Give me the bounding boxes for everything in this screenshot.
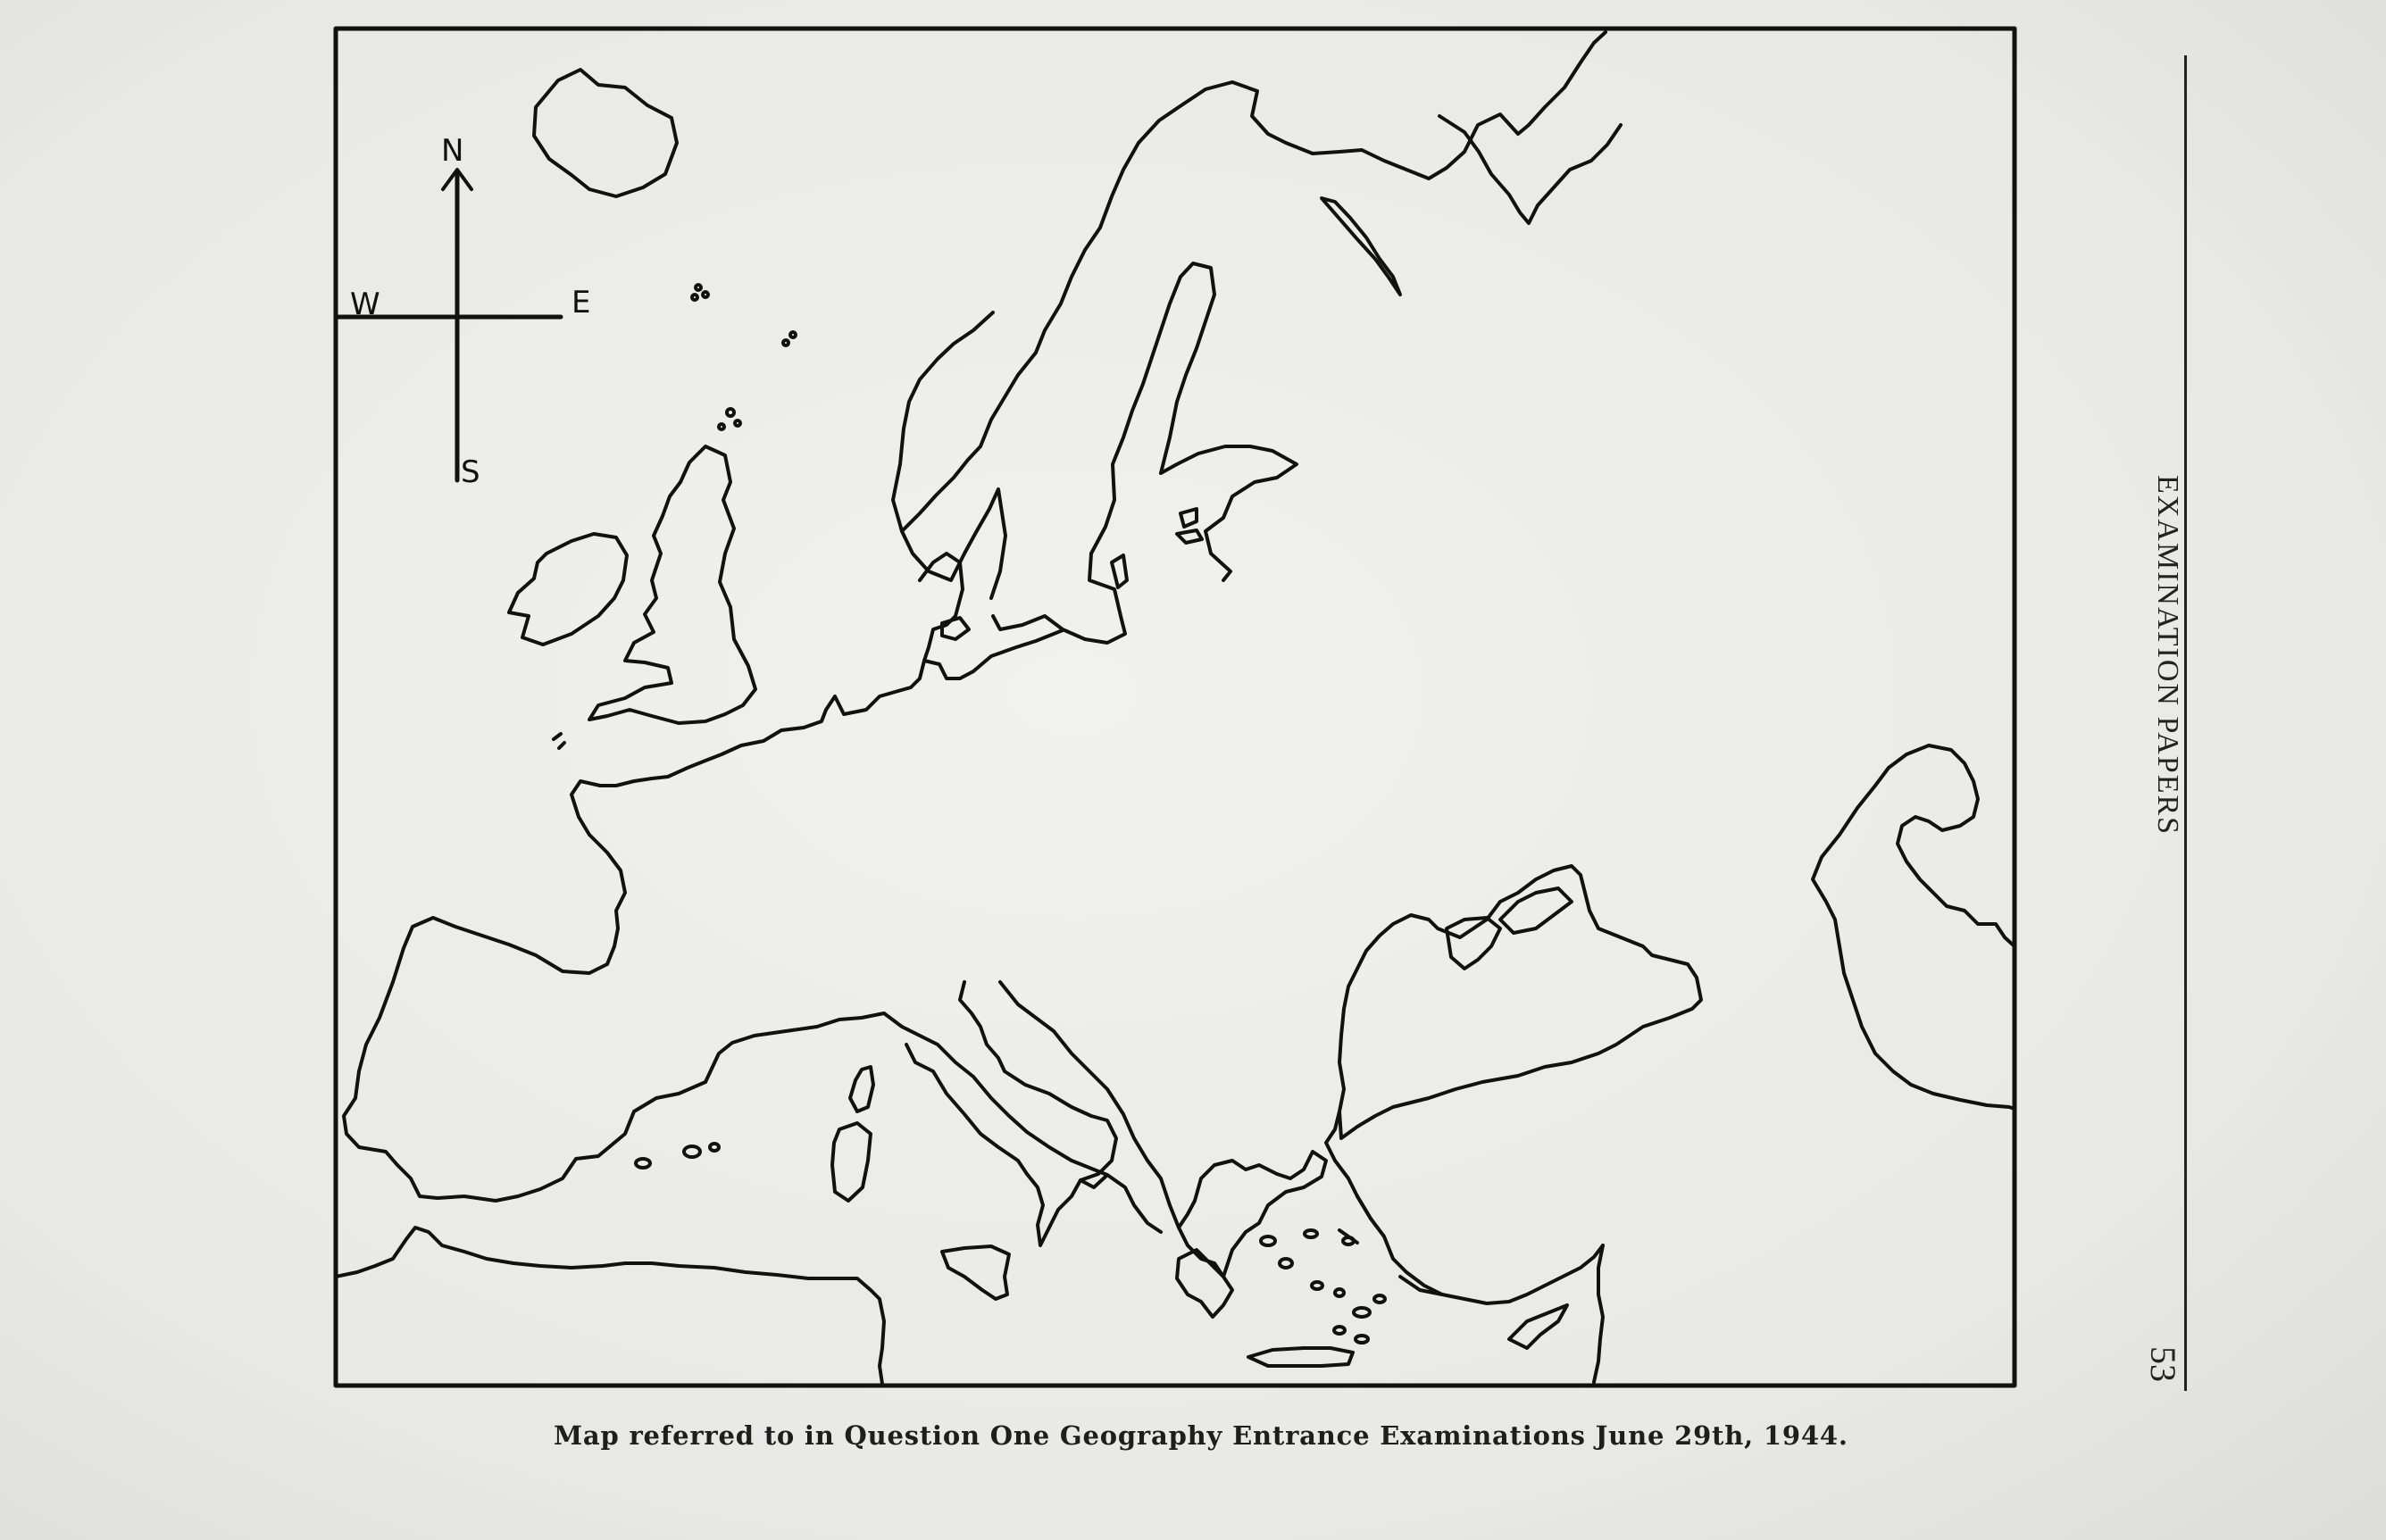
norway-south-coast <box>893 312 993 531</box>
page-rule <box>2184 55 2187 1391</box>
peloponnese-outline <box>1177 1250 1232 1317</box>
corsica-outline <box>850 1067 873 1111</box>
scandinavia-outline <box>902 32 1606 531</box>
north-europe-coast <box>571 630 1063 964</box>
turkey-south-coast <box>1326 1111 1603 1303</box>
small-islands-north <box>692 285 796 429</box>
map-caption: Map referred to in Question One Geography Entrance Examinations June 29th, 1944. <box>554 1420 1848 1451</box>
kola-peninsula-outline <box>1439 116 1621 223</box>
ireland-outline <box>509 534 627 645</box>
oland-outline <box>1180 509 1197 527</box>
compass-east-label: E <box>571 285 591 320</box>
levant-coast <box>1594 1245 1603 1382</box>
great-britain-outline <box>589 446 755 723</box>
crimea-outline <box>1447 918 1500 969</box>
sweden-baltic-coast <box>993 554 1125 643</box>
gulf-of-bothnia-outline <box>1091 263 1297 580</box>
channel-islands <box>554 734 564 748</box>
norway-south-tip <box>902 489 1005 598</box>
cyprus-outline <box>1509 1305 1567 1348</box>
compass-north-label: N <box>441 133 464 169</box>
france-med-coast <box>705 1013 1161 1232</box>
compass-west-label: W <box>350 287 380 322</box>
aegean-islands <box>1261 1230 1385 1343</box>
north-africa-coast <box>336 1228 884 1384</box>
zealand-outline <box>942 618 969 639</box>
balearic-islands <box>636 1144 719 1168</box>
greece-outline <box>1179 1152 1326 1277</box>
crete-outline <box>1248 1348 1353 1366</box>
iberia-outline <box>344 918 705 1201</box>
denmark-outline <box>920 554 973 678</box>
sardinia-outline <box>832 1123 871 1201</box>
compass-south-label: S <box>461 454 480 490</box>
sicily-outline <box>942 1246 1009 1299</box>
saaremaa-outline <box>1177 530 1202 543</box>
italy-outline <box>906 982 1116 1245</box>
page-number: 53 <box>2143 1346 2183 1382</box>
gotland-outline <box>1112 555 1127 587</box>
running-head: EXAMINATION PAPERS <box>2151 475 2184 837</box>
black-sea-outline <box>1339 866 1701 1138</box>
compass-rose <box>336 133 590 490</box>
white-sea-outline <box>1322 198 1400 295</box>
caspian-sea-outline <box>1813 745 2015 1109</box>
iceland-outline <box>534 70 677 196</box>
adriatic-coast <box>1000 982 1179 1228</box>
map-border <box>336 29 2015 1386</box>
egypt-coast <box>1339 1196 1442 1294</box>
